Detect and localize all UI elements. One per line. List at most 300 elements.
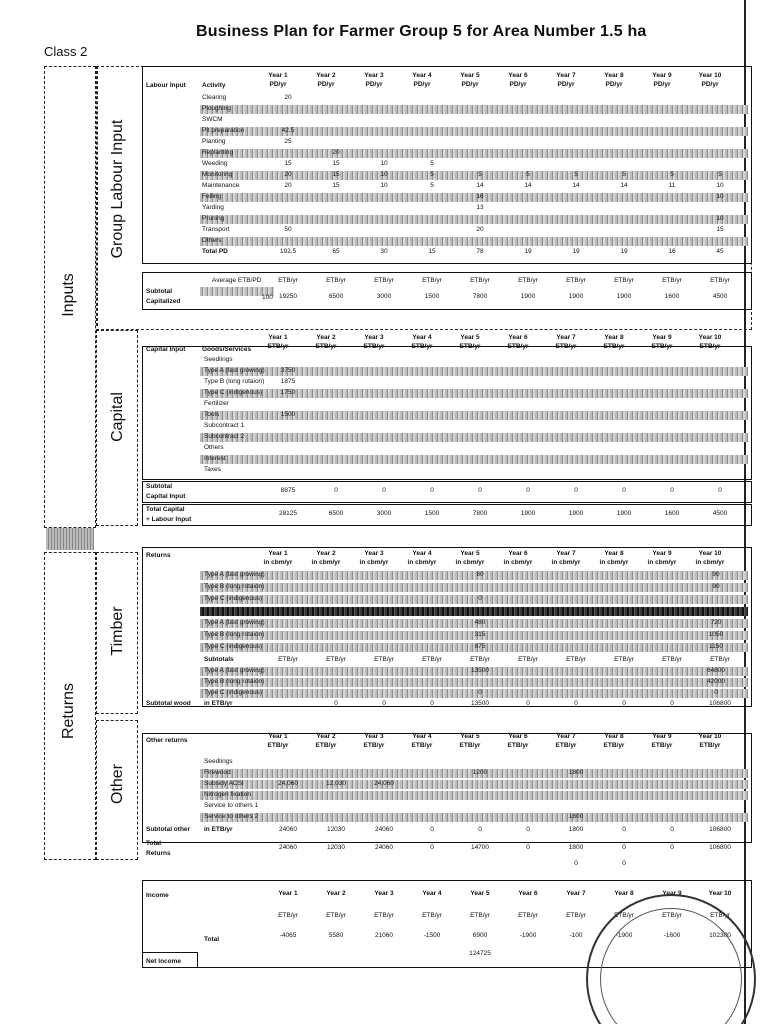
capital-val-3: 1750: [280, 389, 296, 396]
income-year-3: Year 3: [374, 890, 394, 897]
labour-val-4-0: 25: [284, 138, 292, 145]
total-returns-val-6: 1800: [568, 844, 584, 851]
income-val-9: 102300: [709, 932, 731, 939]
capital-val-5: 1500: [280, 411, 296, 418]
timber-y10-4: 720: [710, 619, 722, 626]
other-sub-val-1: 12030: [326, 826, 346, 833]
inputs-label: Inputs: [60, 273, 77, 317]
labour-val-8-7: 14: [620, 182, 628, 189]
total-returns-val-2: 24060: [374, 844, 394, 851]
timber-sub-unit-9: ETB/yr: [710, 656, 730, 663]
timber-type-1: Type B (long rotaion): [204, 583, 265, 590]
other-sub-val-4: 0: [478, 826, 482, 833]
labour-val-14-2: 30: [380, 248, 388, 255]
capital-total-val-5: 1900: [520, 510, 536, 517]
capital-total-val-6: 1900: [568, 510, 584, 517]
net-income-box: [142, 952, 198, 968]
capital-unit-2: ETB/yr: [315, 343, 337, 350]
labour-year-7: Year 7: [556, 72, 576, 79]
labour-val-7-3: 5: [430, 171, 434, 178]
capital-unit-9: ETB/yr: [651, 343, 673, 350]
labour-activity-14: Total PD: [202, 248, 228, 255]
capital-year-7: Year 7: [556, 334, 576, 341]
capital-item-3: Type C (indigenous): [204, 389, 263, 396]
labour-val-14-8: 16: [668, 248, 676, 255]
other-unit-6: ETB/yr: [507, 742, 529, 749]
labour-unit-3: PD/yr: [365, 81, 383, 88]
total-returns-val-5: 0: [526, 844, 530, 851]
net-income-label: Net Income: [146, 958, 182, 965]
labour-input-header: Labour Input: [146, 82, 186, 89]
income-unit-4: ETB/yr: [422, 912, 442, 919]
other-unit-5: ETB/yr: [459, 742, 481, 749]
labour-year-2: Year 2: [316, 72, 336, 79]
timber-year-2: Year 2: [316, 550, 336, 557]
other-sub-val-3: 0: [430, 826, 434, 833]
labour-val-5-1: 20: [332, 149, 340, 156]
labour-val-8-3: 5: [430, 182, 434, 189]
capital-sub-val-5: 0: [526, 487, 530, 494]
labour-activity-13: Others: [202, 237, 222, 244]
income-val-6: -100: [569, 932, 583, 939]
capital-total-val-8: 1600: [664, 510, 680, 517]
labour-sub-unit-5: ETB/yr: [518, 277, 538, 284]
timber-sub-unit-0: ETB/yr: [278, 656, 298, 663]
labour-sub-unit-8: ETB/yr: [662, 277, 682, 284]
income-unit-2: ETB/yr: [326, 912, 346, 919]
capital-row-shade: [200, 455, 748, 464]
income-unit-6: ETB/yr: [518, 912, 538, 919]
timber-unit-5: in cbm/yr: [455, 559, 485, 566]
labour-val-14-7: 19: [620, 248, 628, 255]
other-sub-val-6: 1800: [568, 826, 584, 833]
timber-etb-y10-1: 42000: [706, 678, 726, 685]
income-unit-3: ETB/yr: [374, 912, 394, 919]
labour-activity-6: Weeding: [202, 160, 228, 167]
labour-row-shade: [200, 237, 748, 246]
labour-val-7-2: 10: [380, 171, 388, 178]
wood-val-5: 0: [526, 700, 530, 707]
timber-unit-8: in cbm/yr: [599, 559, 629, 566]
income-val-2: 21060: [374, 932, 394, 939]
subsidy-val-2: 24,060: [374, 780, 394, 787]
timber-unit-2: in cbm/yr: [311, 559, 341, 566]
labour-activity-3: Pit preparation: [202, 127, 245, 134]
capital-year-2: Year 2: [316, 334, 336, 341]
labour-activity-11: Pruning: [202, 215, 225, 222]
capital-year-3: Year 3: [364, 334, 384, 341]
income-val-1: 5580: [328, 932, 344, 939]
capital-subtotal-label: Subtotal: [146, 483, 172, 490]
capital-item-7: Subcontract 2: [204, 433, 245, 440]
timber-y10-6: 1150: [709, 643, 723, 650]
other-sub-val-7: 0: [622, 826, 626, 833]
labour-val-6-2: 10: [380, 160, 388, 167]
labour-sub-unit-0: ETB/yr: [278, 277, 298, 284]
timber-y5-2: 0: [478, 595, 482, 602]
labour-year-5: Year 5: [460, 72, 480, 79]
labour-activity-0: Clearing: [202, 94, 227, 101]
total-returns-val-3: 0: [430, 844, 434, 851]
other-unit-3: ETB/yr: [363, 742, 385, 749]
total-returns-label: Total: [146, 840, 162, 847]
capital-input-header: Capital Input: [146, 346, 186, 353]
timber-unit-7: in cbm/yr: [551, 559, 581, 566]
capital-year-10: Year 10: [698, 334, 722, 341]
other-year-2: Year 2: [316, 733, 336, 740]
income-year-6: Year 6: [518, 890, 538, 897]
timber-year-7: Year 7: [556, 550, 576, 557]
other-year-10: Year 10: [698, 733, 722, 740]
capital-item-4: Fertilizer: [204, 400, 229, 407]
total-returns-val-1: 12030: [326, 844, 346, 851]
other-item-5: Service to others 2: [204, 813, 259, 820]
labour-unit-4: PD/yr: [413, 81, 431, 88]
capital-sub-val-3: 0: [430, 487, 434, 494]
wood-val-3: 0: [430, 700, 434, 707]
labour-year-8: Year 8: [604, 72, 624, 79]
labour-activity-2: SWCM: [202, 116, 223, 123]
timber-unit-1: in cbm/yr: [263, 559, 293, 566]
labour-val-6-3: 5: [430, 160, 434, 167]
other-unit-10: ETB/yr: [699, 742, 721, 749]
timber-year-4: Year 4: [412, 550, 432, 557]
labour-sub-val-7: 1900: [616, 293, 632, 300]
labour-val-7-0: 20: [284, 171, 292, 178]
income-unit-1: ETB/yr: [278, 912, 298, 919]
timber-year-1: Year 1: [268, 550, 288, 557]
wood-val-4: 13500: [470, 700, 490, 707]
timber-year-3: Year 3: [364, 550, 384, 557]
timber-y10-0: 90: [712, 571, 720, 578]
income-header: Income: [146, 892, 169, 899]
capital-item-8: Others: [204, 444, 224, 451]
labour-activity-1: Ploughing: [202, 105, 231, 112]
income-year-4: Year 4: [422, 890, 442, 897]
class-label: Class 2: [44, 44, 88, 59]
capital-year-6: Year 6: [508, 334, 528, 341]
other-sub-val-5: 0: [526, 826, 530, 833]
wood-val-2: 0: [382, 700, 386, 707]
capital-total-val-2: 3000: [376, 510, 392, 517]
other-year-7: Year 7: [556, 733, 576, 740]
other-sub-val-2: 24060: [374, 826, 394, 833]
labour-year-6: Year 6: [508, 72, 528, 79]
income-year-5: Year 5: [470, 890, 490, 897]
labour-unit-7: PD/yr: [557, 81, 575, 88]
labour-sub-unit-2: ETB/yr: [374, 277, 394, 284]
timber-year-10: Year 10: [698, 550, 722, 557]
income-val-5: -1900: [519, 932, 537, 939]
income-val-4: 6900: [472, 932, 488, 939]
capital-unit-7: ETB/yr: [555, 343, 577, 350]
timber-unit-4: in cbm/yr: [407, 559, 437, 566]
other-year-1: Year 1: [268, 733, 288, 740]
timber-label: Timber: [109, 606, 126, 656]
timber-unit-9: in cbm/yr: [647, 559, 677, 566]
other-sub-val-9: 106800: [709, 826, 731, 833]
timber-year-8: Year 8: [604, 550, 624, 557]
labour-capitalized-label: Capitalized: [146, 298, 181, 305]
timber-type-6: Type C (indigenous): [204, 643, 263, 650]
capital-year-5: Year 5: [460, 334, 480, 341]
labour-val-9-9: 10: [716, 193, 724, 200]
labour-sub-unit-9: ETB/yr: [710, 277, 730, 284]
labour-val-12-4: 20: [476, 226, 484, 233]
subsidy-val-0: 24,060: [278, 780, 298, 787]
capital-item-0: Seedlings: [204, 356, 233, 363]
labour-unit-10: PD/yr: [701, 81, 719, 88]
capital-total-val-4: 7800: [472, 510, 488, 517]
extra-y7: 0: [622, 860, 626, 867]
other-year-4: Year 4: [412, 733, 432, 740]
capital-total-val-0: 28125: [278, 510, 298, 517]
labour-val-6-0: 15: [284, 160, 292, 167]
timber-sub-unit-6: ETB/yr: [566, 656, 586, 663]
labour-sub-val-3: 1500: [424, 293, 440, 300]
labour-val-8-9: 10: [716, 182, 724, 189]
labour-unit-6: PD/yr: [509, 81, 527, 88]
avg-etb-pd-value: 100: [262, 294, 273, 301]
timber-etb-y10-0: 64800: [706, 667, 726, 674]
labour-sub-val-4: 7800: [472, 293, 488, 300]
capital-item-5: Tools: [204, 411, 220, 418]
wood-val-1: 0: [334, 700, 338, 707]
labour-val-7-5: 5: [526, 171, 530, 178]
timber-row-shade: [200, 607, 748, 616]
labour-row-shade: [200, 105, 748, 114]
timber-y10-5: 1050: [708, 631, 724, 638]
total-returns-val-7: 0: [622, 844, 626, 851]
labour-row-shade: [200, 215, 748, 224]
timber-year-6: Year 6: [508, 550, 528, 557]
other-item-3: Nitrogen fixation: [204, 791, 251, 798]
group-labour-label: Group Labour Input: [109, 119, 126, 259]
labour-year-3: Year 3: [364, 72, 384, 79]
income-total-label: Total: [204, 936, 220, 943]
other-year-5: Year 5: [460, 733, 480, 740]
labour-sub-val-0: 19250: [278, 293, 298, 300]
labour-val-0-0: 20: [284, 94, 292, 101]
wood-val-9: 106800: [709, 700, 731, 707]
labour-sub-val-1: 6500: [328, 293, 344, 300]
subtotal-other-label: Subtotal other: [146, 826, 191, 833]
capital-item-10: Taxes: [204, 466, 221, 473]
labour-val-14-1: 65: [332, 248, 340, 255]
labour-val-8-4: 14: [476, 182, 484, 189]
other-row-shade: [200, 813, 748, 822]
labour-unit-9: PD/yr: [653, 81, 671, 88]
total-returns-val-0: 24060: [278, 844, 298, 851]
labour-sub-unit-4: ETB/yr: [470, 277, 490, 284]
other-item-0: Seedlings: [204, 758, 233, 765]
capital-item-2: Type B (long rotaion): [204, 378, 265, 385]
timber-etb-y5-2: 0: [478, 689, 482, 696]
income-year-1: Year 1: [278, 890, 298, 897]
other-label: Other: [109, 764, 126, 805]
labour-val-10-4: 13: [476, 204, 484, 211]
plus-labour-label: + Labour Input: [146, 516, 192, 523]
labour-sub-unit-6: ETB/yr: [566, 277, 586, 284]
capital-sub-val-1: 0: [334, 487, 338, 494]
timber-type-4: Type A (fast growing): [204, 619, 265, 626]
labour-year-4: Year 4: [412, 72, 432, 79]
capital-total-val-1: 6500: [328, 510, 344, 517]
capital-year-9: Year 9: [652, 334, 672, 341]
capital-total-val-3: 1500: [424, 510, 440, 517]
labour-val-7-7: 5: [622, 171, 626, 178]
subtotal-wood-unit: in ETB/yr: [204, 700, 233, 707]
other-sub-val-0: 24060: [278, 826, 298, 833]
timber-etb-y10-2: 0: [714, 689, 718, 696]
wood-val-6: 0: [574, 700, 578, 707]
capital-item-6: Subcontract 1: [204, 422, 245, 429]
labour-val-7-6: 5: [574, 171, 578, 178]
labour-val-7-9: 5: [718, 171, 722, 178]
subtotal-wood-label: Subtotal wood: [146, 700, 191, 707]
income-unit-10: ETB/yr: [710, 912, 730, 919]
labour-val-7-1: 15: [332, 171, 340, 178]
labour-activity-9: Felling: [202, 193, 222, 200]
labour-unit-8: PD/yr: [605, 81, 623, 88]
capital-sub-val-2: 0: [382, 487, 386, 494]
income-year-2: Year 2: [326, 890, 346, 897]
labour-val-14-4: 78: [476, 248, 484, 255]
labour-val-6-1: 15: [332, 160, 340, 167]
labour-activity-10: Yarding: [202, 204, 224, 211]
capital-unit-5: ETB/yr: [459, 343, 481, 350]
capital-year-1: Year 1: [268, 334, 288, 341]
labour-sub-unit-1: ETB/yr: [326, 277, 346, 284]
timber-subtotals-label: Subtotals: [204, 656, 234, 663]
other-item-2: Subsidy ACSI: [204, 780, 244, 787]
timber-sub-unit-8: ETB/yr: [662, 656, 682, 663]
labour-activity-5: Replanting: [202, 149, 234, 156]
timber-sub-unit-2: ETB/yr: [374, 656, 394, 663]
capital-sub-val-6: 0: [574, 487, 578, 494]
timber-type-0: Type A (fast growing): [204, 571, 265, 578]
labour-sub-val-6: 1900: [568, 293, 584, 300]
total-capital-label: Total Capital: [146, 506, 185, 513]
capital-unit-1: ETB/yr: [267, 343, 289, 350]
other-unit-9: ETB/yr: [651, 742, 673, 749]
income-year-7: Year 7: [566, 890, 586, 897]
income-unit-5: ETB/yr: [470, 912, 490, 919]
capital-sub-val-7: 0: [622, 487, 626, 494]
capital-year-8: Year 8: [604, 334, 624, 341]
labour-activity-8: Maintenance: [202, 182, 240, 189]
capital-val-2: 1875: [280, 378, 296, 385]
timber-row-shade: [200, 583, 748, 592]
capital-unit-10: ETB/yr: [699, 343, 721, 350]
timber-sub-unit-5: ETB/yr: [518, 656, 538, 663]
other-unit-8: ETB/yr: [603, 742, 625, 749]
labour-val-8-5: 14: [524, 182, 532, 189]
total-returns-val-4: 14700: [470, 844, 490, 851]
labour-val-14-3: 15: [428, 248, 436, 255]
labour-unit-5: PD/yr: [461, 81, 479, 88]
timber-year-9: Year 9: [652, 550, 672, 557]
timber-sub-unit-4: ETB/yr: [470, 656, 490, 663]
labour-unit-2: PD/yr: [317, 81, 335, 88]
labour-year-1: Year 1: [268, 72, 288, 79]
income-val-3: -1500: [423, 932, 441, 939]
labour-val-14-5: 19: [524, 248, 532, 255]
capital-sub-val-4: 0: [478, 487, 482, 494]
wood-val-8: 0: [670, 700, 674, 707]
firewood-y5: 1200: [472, 769, 488, 776]
timber-type-2: Type C (indigenous): [204, 595, 263, 602]
labour-year-10: Year 10: [698, 72, 722, 79]
timber-etb-type-0: Type A (fast growing): [204, 667, 265, 674]
net-income-value: 124725: [469, 950, 491, 957]
labour-val-7-4: 5: [478, 171, 482, 178]
timber-y5-4: 480: [474, 619, 486, 626]
labour-val-14-0: 192.5: [279, 248, 297, 255]
other-unit-2: ETB/yr: [315, 742, 337, 749]
labour-val-14-6: 19: [572, 248, 580, 255]
timber-sub-unit-7: ETB/yr: [614, 656, 634, 663]
labour-sub-unit-3: ETB/yr: [422, 277, 442, 284]
capital-row-shade: [200, 433, 748, 442]
labour-row-shade: [200, 149, 748, 158]
timber-y5-5: 315: [474, 631, 486, 638]
labour-val-8-8: 11: [668, 182, 676, 189]
labour-val-12-9: 15: [716, 226, 724, 233]
other-year-8: Year 8: [604, 733, 624, 740]
capital-unit-4: ETB/yr: [411, 343, 433, 350]
capital-unit-3: ETB/yr: [363, 343, 385, 350]
other-item-1: Firewood: [204, 769, 231, 776]
labour-sub-val-9: 4500: [712, 293, 728, 300]
labour-val-11-9: 10: [716, 215, 724, 222]
labour-year-9: Year 9: [652, 72, 672, 79]
income-val-0: -4065: [279, 932, 297, 939]
other-year-3: Year 3: [364, 733, 384, 740]
timber-sub-unit-3: ETB/yr: [422, 656, 442, 663]
income-val-8: -1600: [663, 932, 681, 939]
income-unit-9: ETB/yr: [662, 912, 682, 919]
capital-input-label: Capital Input: [146, 493, 186, 500]
capital-sub-val-8: 0: [670, 487, 674, 494]
capital-total-val-9: 4500: [712, 510, 728, 517]
service2-y7: 1800: [568, 813, 584, 820]
labour-val-8-6: 14: [572, 182, 580, 189]
extra-y6: 0: [574, 860, 578, 867]
returns-header: Returns: [146, 552, 171, 559]
other-unit-4: ETB/yr: [411, 742, 433, 749]
capital-item-9: Interest: [204, 455, 226, 462]
labour-val-7-8: 5: [670, 171, 674, 178]
income-year-8: Year 8: [614, 890, 634, 897]
labour-val-8-0: 20: [284, 182, 292, 189]
capital-item-1: Type A (fast growing): [204, 367, 265, 374]
timber-sub-unit-1: ETB/yr: [326, 656, 346, 663]
labour-sub-val-2: 3000: [376, 293, 392, 300]
labour-sub-val-8: 1600: [664, 293, 680, 300]
timber-y5-6: 875: [474, 643, 486, 650]
labour-val-9-4: 16: [476, 193, 484, 200]
capital-total-val-7: 1900: [616, 510, 632, 517]
labour-sub-unit-7: ETB/yr: [614, 277, 634, 284]
labour-val-3-0: 42.5: [281, 127, 295, 134]
wood-val-7: 0: [622, 700, 626, 707]
page-title: Business Plan for Farmer Group 5 for Area Number 1.5 ha: [196, 23, 647, 40]
total-returns-val-8: 0: [670, 844, 674, 851]
total-returns-val-9: 106800: [709, 844, 731, 851]
timber-year-5: Year 5: [460, 550, 480, 557]
labour-unit-1: PD/yr: [269, 81, 287, 88]
